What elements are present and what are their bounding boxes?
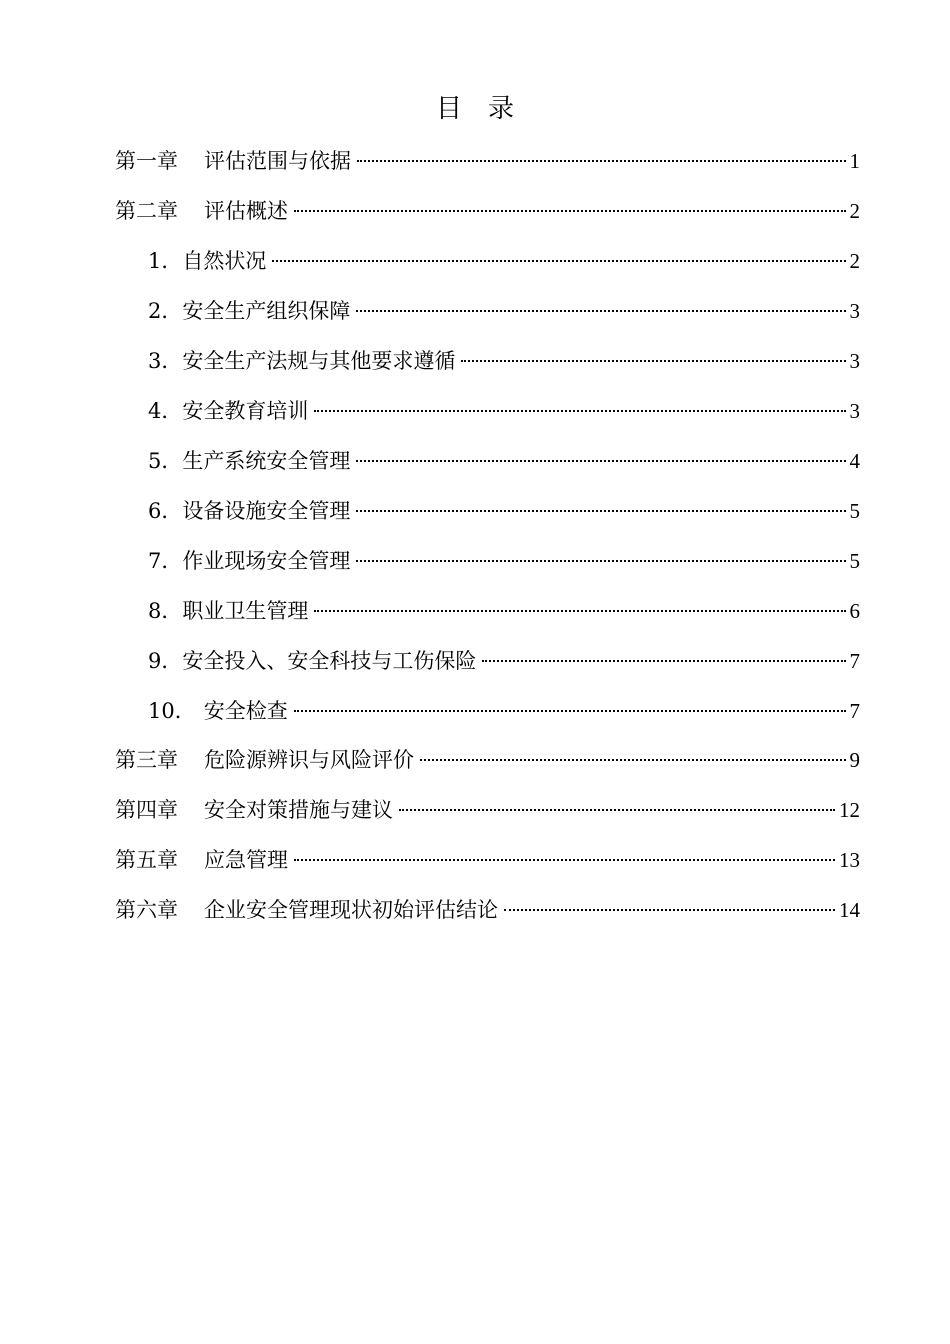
page-number: 7 <box>849 699 860 723</box>
page-number: 2 <box>849 249 860 273</box>
dot-leader <box>357 160 846 162</box>
dot-leader <box>356 560 845 562</box>
toc-entry-label: 8．职业卫生管理 <box>148 599 309 623</box>
dot-leader <box>356 460 845 462</box>
toc-entry-label: 7．作业现场安全管理 <box>148 549 351 573</box>
dot-leader <box>420 759 846 761</box>
dot-leader <box>356 310 845 312</box>
page-number: 4 <box>849 449 860 473</box>
dot-leader <box>272 260 845 262</box>
page-number: 3 <box>849 349 860 373</box>
page-number: 3 <box>849 299 860 323</box>
page-number: 5 <box>849 549 860 573</box>
toc-entry-label: 10． 安全检查 <box>148 699 288 723</box>
toc-entry-label: 第二章 评估概述 <box>115 199 288 223</box>
page-number: 6 <box>849 599 860 623</box>
toc-entry-label: 第一章 评估范围与依据 <box>115 149 351 173</box>
page-number: 7 <box>849 649 860 673</box>
toc-entry-label: 第五章 应急管理 <box>115 848 288 872</box>
toc-entry-label: 9．安全投入、安全科技与工伤保险 <box>148 649 477 673</box>
dot-leader <box>314 610 845 612</box>
toc-entry-section-3[interactable] <box>148 346 860 376</box>
dot-leader <box>461 360 845 362</box>
toc-title: 目 录 <box>435 94 514 124</box>
dot-leader <box>314 410 845 412</box>
toc-entry-chapter-6[interactable] <box>115 895 860 925</box>
toc-entry-chapter-3[interactable] <box>115 745 860 775</box>
toc-entry-chapter-5[interactable] <box>115 845 860 875</box>
toc-entry-chapter-1[interactable] <box>115 146 860 176</box>
toc-entry-section-2[interactable] <box>148 296 860 326</box>
toc-entry-section-5[interactable] <box>148 446 860 476</box>
page-number: 1 <box>849 149 860 173</box>
page-number: 12 <box>839 798 860 822</box>
dot-leader <box>294 710 846 712</box>
page-number: 13 <box>839 848 860 872</box>
toc-entry-label: 6．设备设施安全管理 <box>148 499 351 523</box>
toc-entry-label: 2．安全生产组织保障 <box>148 299 351 323</box>
toc-entry-label: 3．安全生产法规与其他要求遵循 <box>148 349 456 373</box>
toc-entry-label: 5．生产系统安全管理 <box>148 449 351 473</box>
dot-leader <box>482 660 845 662</box>
toc-entry-section-7[interactable] <box>148 546 860 576</box>
toc-entry-section-1[interactable] <box>148 246 860 276</box>
toc-entry-section-8[interactable] <box>148 596 860 626</box>
toc-entry-chapter-4[interactable] <box>115 795 860 825</box>
toc-entry-section-9[interactable] <box>148 646 860 676</box>
toc-entry-label: 1．自然状况 <box>148 249 267 273</box>
toc-entry-label: 第四章 安全对策措施与建议 <box>115 798 393 822</box>
page-number: 3 <box>849 399 860 423</box>
page-number: 9 <box>849 748 860 772</box>
dot-leader <box>399 809 835 811</box>
page-number: 14 <box>839 898 860 922</box>
toc-entry-label: 4．安全教育培训 <box>148 399 309 423</box>
dot-leader <box>356 510 845 512</box>
page-number: 2 <box>849 199 860 223</box>
dot-leader <box>504 909 835 911</box>
dot-leader <box>294 210 846 212</box>
toc-entry-chapter-2[interactable] <box>115 196 860 226</box>
toc-entry-section-10[interactable] <box>148 696 860 726</box>
toc-entry-section-4[interactable] <box>148 396 860 426</box>
toc-entry-label: 第六章 企业安全管理现状初始评估结论 <box>115 898 498 922</box>
toc-entry-label: 第三章 危险源辨识与风险评价 <box>115 748 414 772</box>
toc-entry-section-6[interactable] <box>148 496 860 526</box>
page-number: 5 <box>849 499 860 523</box>
dot-leader <box>294 859 835 861</box>
